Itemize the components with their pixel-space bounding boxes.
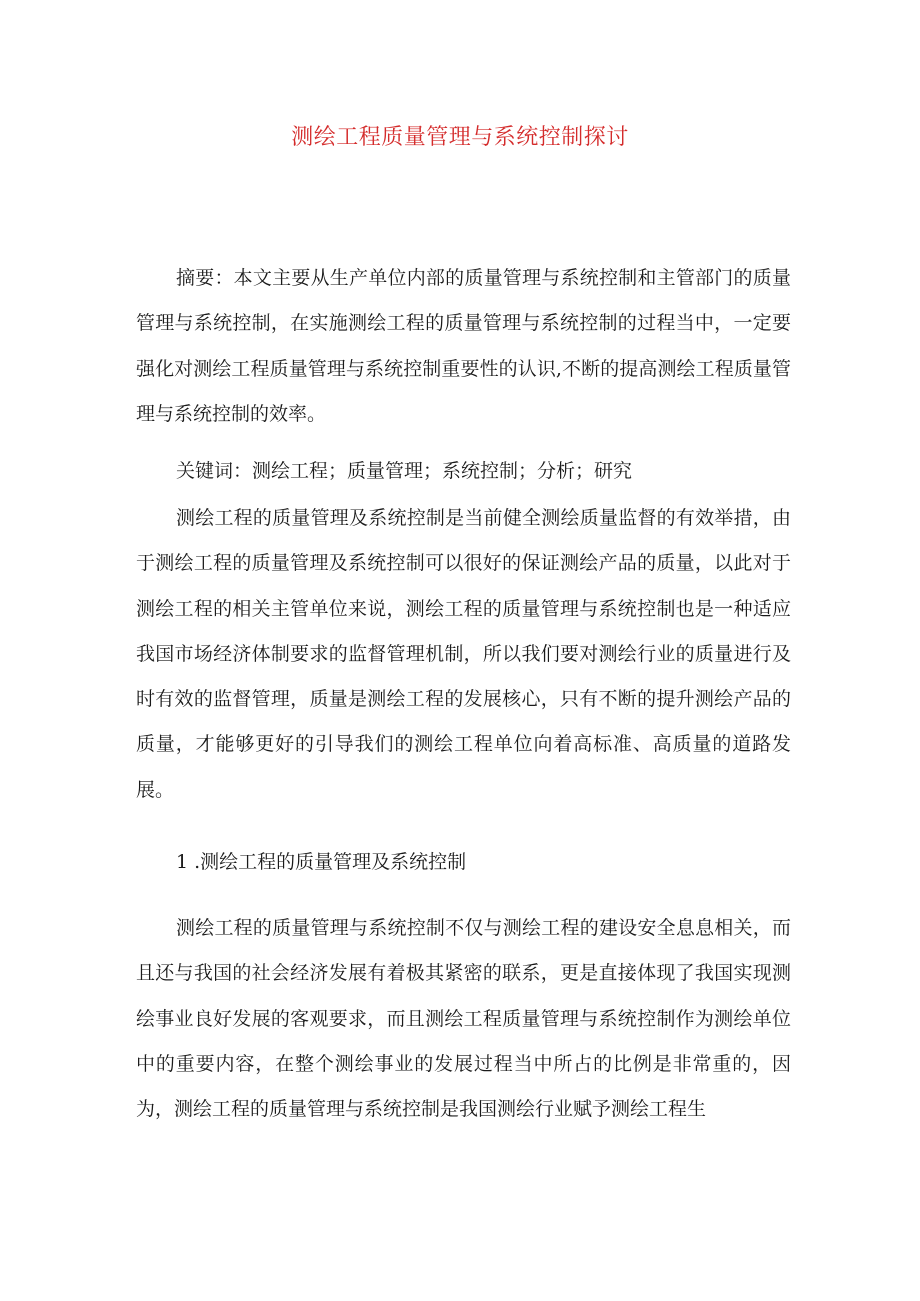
document-title: 测绘工程质量管理与系统控制探讨 (291, 125, 629, 150)
keywords-line: 关键词：测绘工程；质量管理；系统控制；分析；研究 (176, 460, 633, 482)
section-paragraph: 测绘工程的质量管理与系统控制不仅与测绘工程的建设安全息息相关，而且还与我国的社会经济发展有着极其紧密的联系，更是直接体现了我国实现测绘事业良好发展的客观要求，而且测绘工程质量管理与系统控制作为测绘单位中的重要内容，在整个测绘事业的发展过程当中所占的比例是非常重的，因为，测绘工程的质量管理与系统控制是我国测绘行业赋予测绘工程生 (136, 917, 791, 1121)
intro-paragraph: 测绘工程的质量管理及系统控制是当前健全测绘质量监督的有效举措，由于测绘工程的质量管理及系统控制可以很好的保证测绘产品的质量，以此对于测绘工程的相关主管单位来说，测绘工程的质量管理与系统控制也是一种适应我国市场经济体制要求的监督管理机制，所以我们要对测绘行业的质量进行及时有效的监督管理，质量是测绘工程的发展核心，只有不断的提升测绘产品的质量，才能够更好的引导我们的测绘工程单位向着高标准、高质量的道路发展。 (136, 507, 791, 801)
section-heading: 1 .测绘工程的质量管理及系统控制 (176, 851, 467, 873)
abstract-paragraph: 摘要：本文主要从生产单位内部的质量管理与系统控制和主管部门的质量管理与系统控制，在实施测绘工程的质量管理与系统控制的过程当中，一定要强化对测绘工程质量管理与系统控制重要性的认识,不断的提高测绘工程质量管理与系统控制的效率。 (136, 267, 791, 425)
